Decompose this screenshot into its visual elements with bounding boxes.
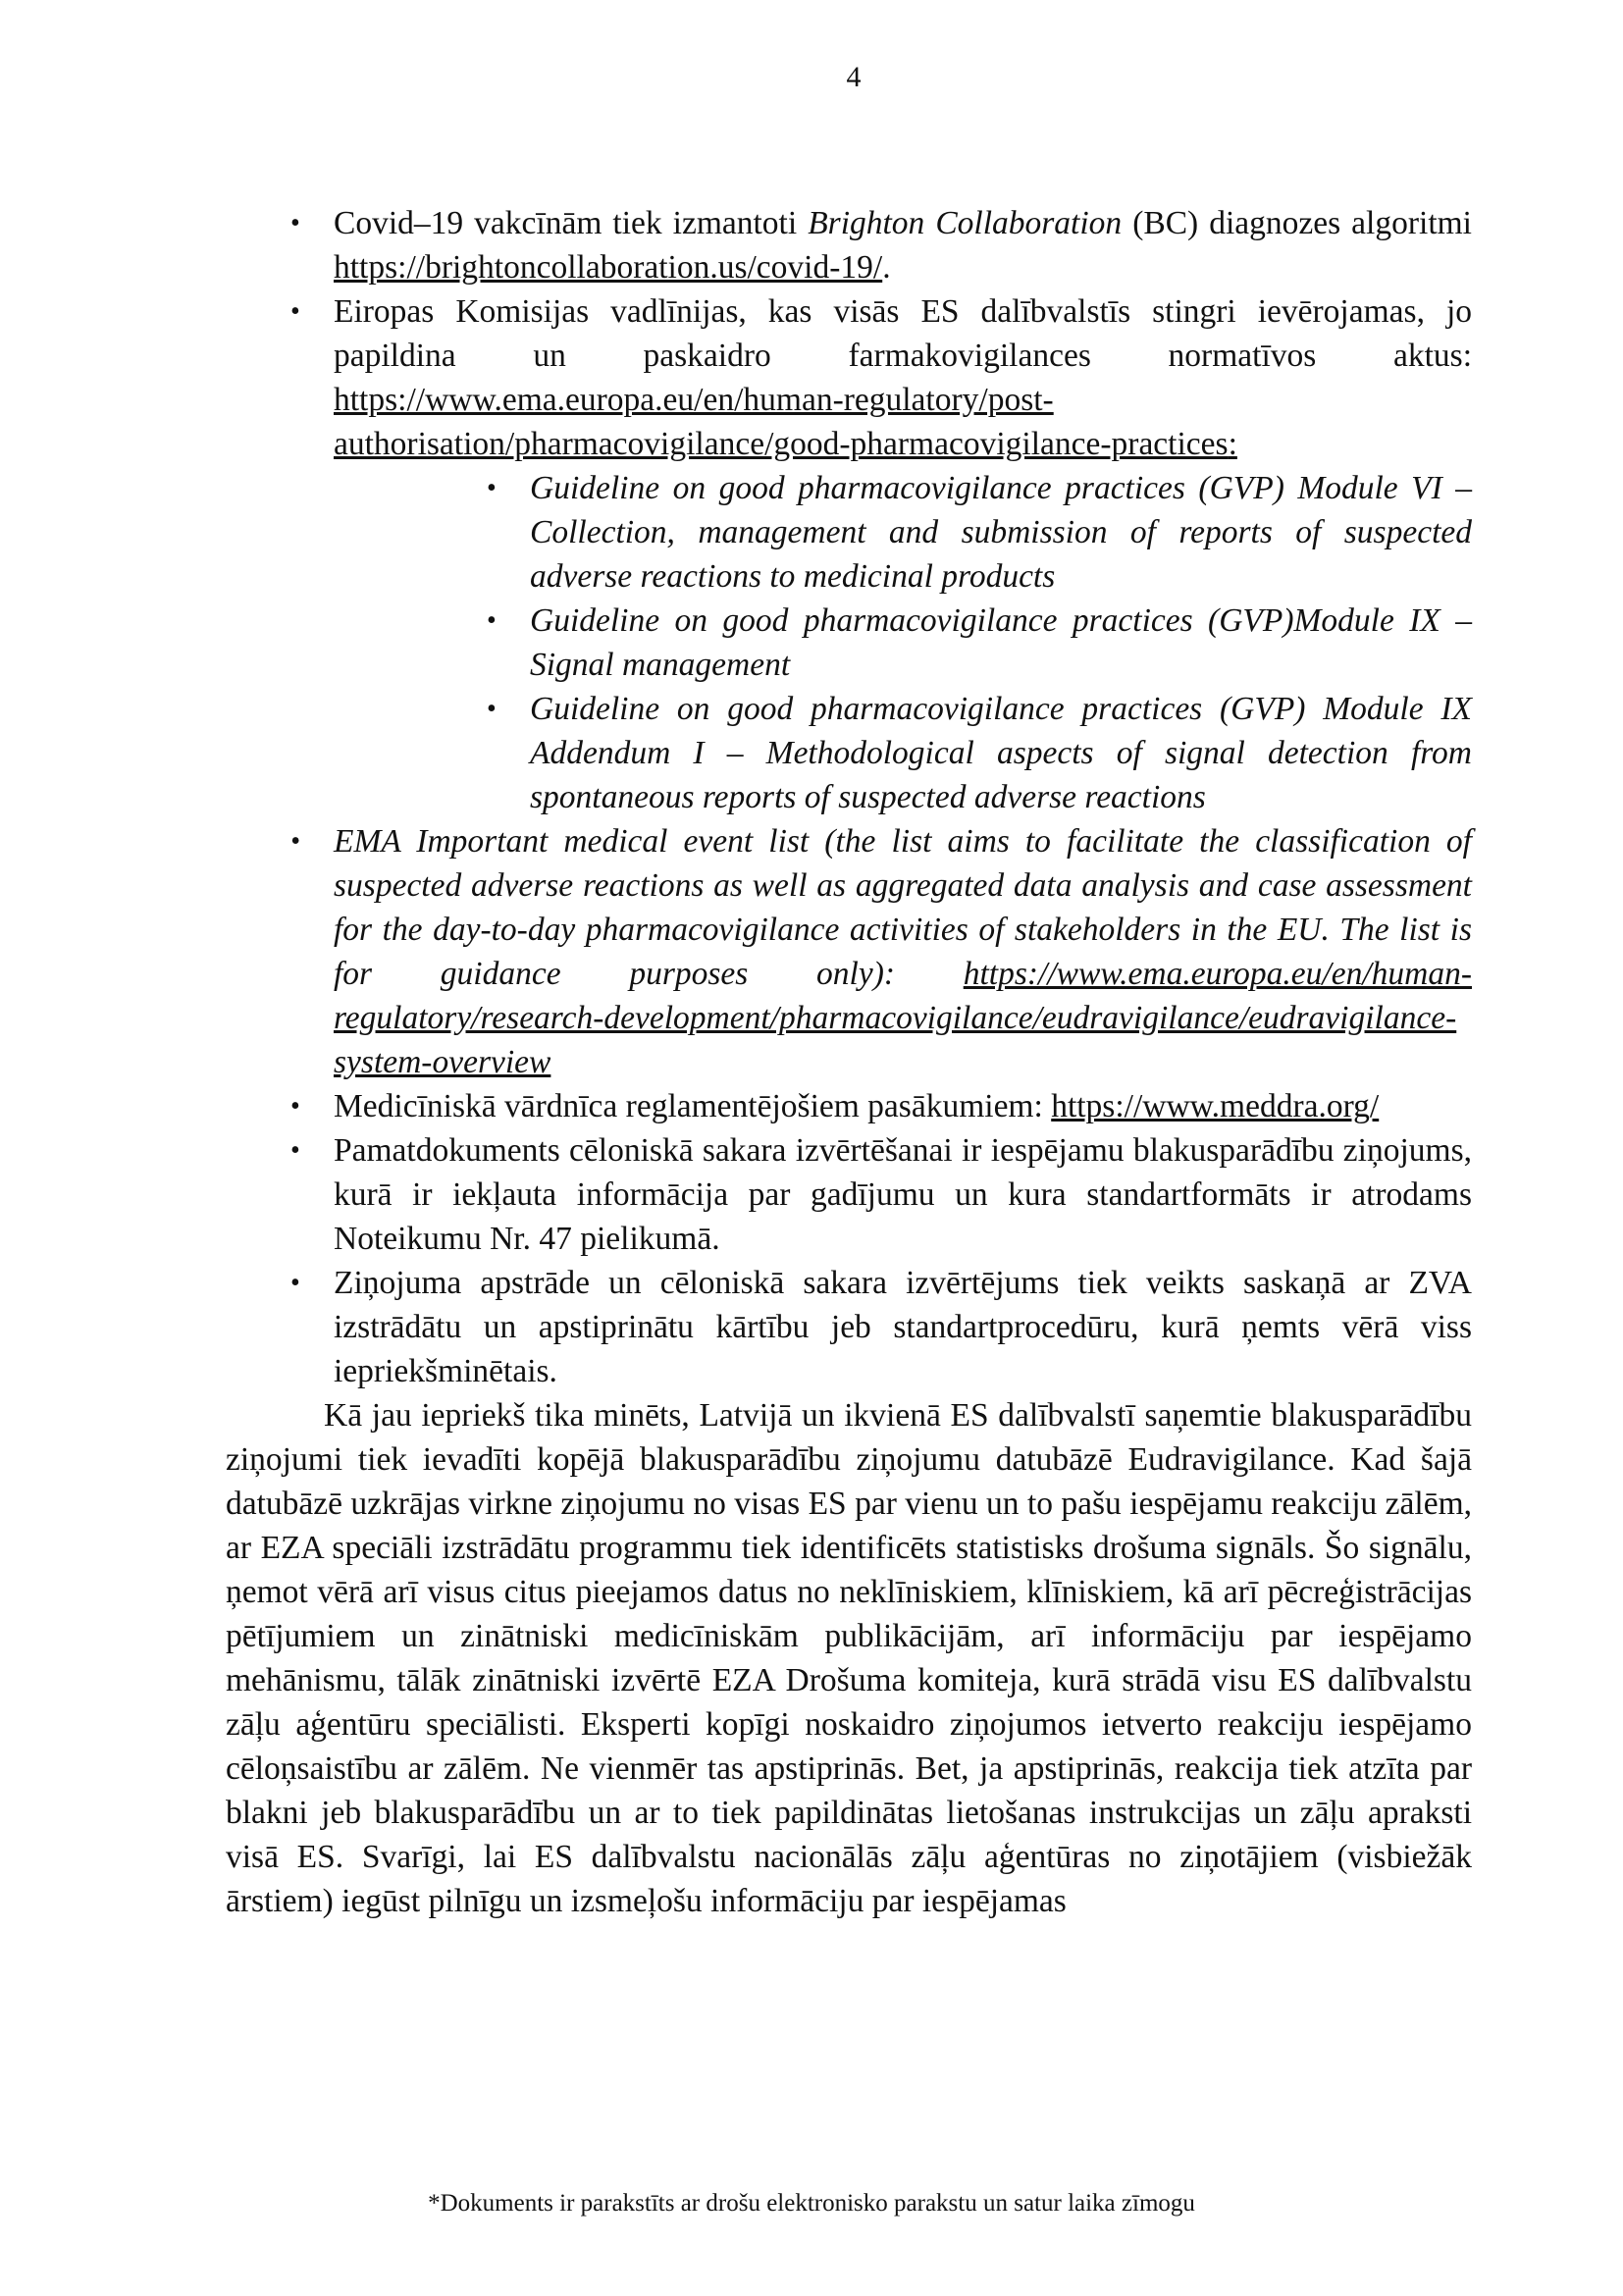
bullet-text: Medicīniskā vārdnīca reglamentējošiem pasākumiem: bbox=[334, 1088, 1052, 1124]
sublist-item-gvp-module-vi: • Guideline on good pharmacovigilance practices (GVP) Module VI – Collection, management and submission of reports of suspected adverse reactions to medicinal products bbox=[530, 466, 1472, 599]
body-paragraph: Kā jau iepriekš tika minēts, Latvijā un ikvienā ES dalībvalstī saņemtie blakusparādību ziņojumi tiek ievadīti kopējā blakusparādību ziņojumu datubāzē Eudravigilance. Kad šajā datubāzē uzkrājas virkne ziņojumu no visas ES par vienu un to pašu iespējamu reakciju zālēm, ar EZA speciāli izstrādātu programmu tiek identificēts statistisks drošuma signāls. Šo signālu, ņemot vērā arī visus citus pieejamos datus no neklīniskiem, klīniskiem, kā arī pēcreģistrācijas pētījumiem un zinātniski medicīniskām publikācijām, arī informāciju par iespējamo mehānismu, tālāk zinātniski izvērtē EZA Drošuma komiteja, kurā strādā visu ES dalībvalstu zāļu aģentūru speciālisti. Eksperti kopīgi noskaidro ziņojumos ietverto reakciju iespējamo cēloņsaistību ar zālēm. Ne vienmēr tas apstiprinās. Bet, ja apstiprinās, reakcija tiek atzīta par blakni jeb blakusparādību un ar to tiek papildinātas lietošanas instrukcijas un zāļu apraksti visā ES. Svarīgi, lai ES dalībvalstu nacionālās zāļu aģentūras no ziņotājiem (visbiežāk ārstiem) iegūst pilnīgu un izsmeļošu informāciju par iespējamas bbox=[226, 1397, 1472, 1919]
document-body bbox=[226, 201, 1472, 1923]
ema-gvp-link[interactable]: https://www.ema.europa.eu/en/human-regulatory/post-authorisation/pharmacovigilance/good-pharmacovigilance-practices bbox=[334, 382, 1229, 462]
list-item-ec-guidelines bbox=[334, 289, 1472, 819]
list-item-ema-ime bbox=[334, 819, 1472, 1084]
sublist-item-gvp-module-ix: • Guideline on good pharmacovigilance practices (GVP)Module IX – Signal management bbox=[530, 599, 1472, 687]
gvp-sublist bbox=[334, 466, 1472, 819]
list-item-meddra bbox=[334, 1084, 1472, 1128]
reference-list bbox=[226, 201, 1472, 1393]
brighton-link[interactable]: https://brightoncollaboration.us/covid-19/ bbox=[334, 249, 883, 286]
signature-footer: *Dokuments ir parakstīts ar drošu elektronisko parakstu un satur laika zīmogu bbox=[428, 2190, 1195, 2217]
bullet-trailing: : bbox=[1228, 426, 1237, 462]
eudravigilance-link[interactable]: https://www.ema.europa.eu/en/human-regulatory/research-development/pharmacovigilance/eudravigilance/eudravigilance-system-overview bbox=[334, 956, 1472, 1080]
list-item-report-processing: • Ziņojuma apstrāde un cēloniskā sakara izvērtējums tiek veikts saskaņā ar ZVA izstrādātu un apstiprinātu kārtību jeb standartprocedūru, kurā ņemts vērā viss iepriekšminētais. bbox=[334, 1261, 1472, 1393]
bullet-text: (BC) diagnozes algoritmi bbox=[1122, 205, 1472, 241]
brighton-collaboration-term: Brighton Collaboration bbox=[808, 205, 1123, 241]
bullet-trailing: . bbox=[882, 249, 891, 286]
list-item-base-document: • Pamatdokuments cēloniskā sakara izvērtēšanai ir iespējamu blakusparādību ziņojums, kurā ir iekļauta informācija par gadījumu un kura standartformāts ir atrodams Noteikumu Nr. 47 pielikumā. bbox=[334, 1128, 1472, 1261]
list-item-brighton bbox=[334, 201, 1472, 289]
page-number: 4 bbox=[846, 61, 862, 93]
meddra-link[interactable]: https://www.meddra.org/ bbox=[1051, 1088, 1380, 1124]
bullet-text: EMA Important medical event list (the list aims to facilitate the classification of suspected adverse reactions as well as aggregated data analysis and case assessment for the day-to-day pharmacovigilance activities of stakeholders in the EU. The list is for guidance purposes only): bbox=[334, 823, 1472, 992]
bullet-text: Covid–19 vakcīnām tiek izmantoti bbox=[334, 205, 809, 241]
bullet-text: Eiropas Komisijas vadlīnijas, kas visās ES dalībvalstīs stingri ievērojamas, jo papildina un paskaidro farmakovigilances normatīvos aktus: bbox=[334, 293, 1472, 374]
sublist-item-gvp-module-ix-addendum: • Guideline on good pharmacovigilance practices (GVP) Module IX Addendum I – Methodological aspects of signal detection from spontaneous reports of suspected adverse reactions bbox=[530, 687, 1472, 819]
